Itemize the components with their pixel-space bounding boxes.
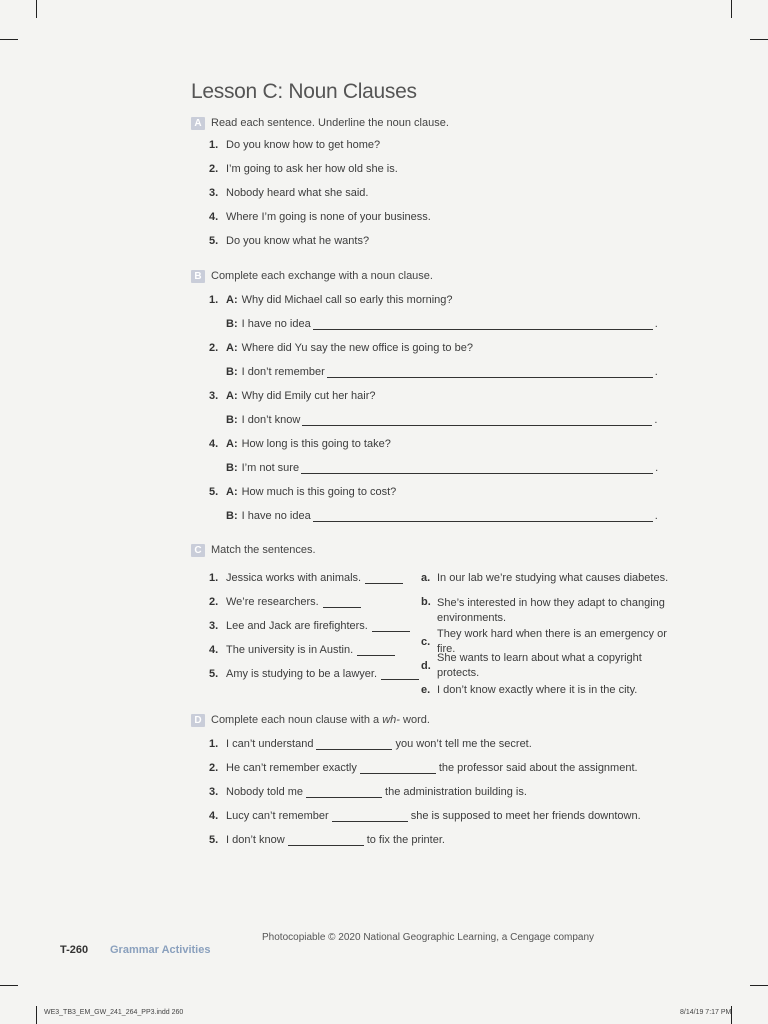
list-item bbox=[191, 804, 641, 828]
item-number: 2. bbox=[209, 596, 219, 608]
list-item bbox=[191, 229, 449, 253]
item-text: Nobody heard what she said. bbox=[226, 187, 369, 199]
question-line bbox=[226, 294, 453, 306]
answer-line bbox=[226, 366, 658, 378]
speaker-b-label: B: bbox=[226, 318, 238, 330]
item-number: 1. bbox=[209, 572, 219, 584]
item-number: 1. bbox=[209, 294, 219, 306]
period: . bbox=[654, 510, 658, 522]
clause-line bbox=[226, 834, 445, 846]
question-text: How much is this going to cost? bbox=[241, 486, 397, 498]
match-line bbox=[226, 644, 397, 656]
wh-word-blank[interactable] bbox=[332, 811, 408, 822]
exchange-answer bbox=[191, 504, 658, 528]
speaker-b-label: B: bbox=[226, 510, 238, 522]
question-text: Where did Yu say the new office is going to be? bbox=[241, 342, 473, 354]
exchange-answer bbox=[191, 408, 658, 432]
section-c bbox=[191, 542, 669, 696]
answer-line bbox=[226, 414, 657, 426]
section-c-right-list bbox=[421, 566, 681, 702]
answer-blank[interactable] bbox=[302, 415, 652, 426]
match-blank[interactable] bbox=[372, 621, 410, 632]
period: . bbox=[654, 366, 658, 378]
section-c-instruction: Match the sentences. bbox=[211, 544, 316, 556]
list-item bbox=[191, 732, 532, 756]
answer-blank[interactable] bbox=[313, 319, 653, 330]
section-d-instruction-pre: Complete each noun clause with a bbox=[211, 714, 383, 726]
section-a bbox=[191, 115, 449, 253]
exchange-answer bbox=[191, 360, 658, 384]
section-d-header bbox=[191, 712, 430, 728]
section-a-header bbox=[191, 115, 449, 131]
footer-credit: Photocopiable © 2020 National Geographic Learning, a Cengage company bbox=[262, 932, 595, 943]
item-number: 2. bbox=[209, 342, 219, 354]
exchange-question bbox=[191, 480, 433, 504]
speaker-a-label: A: bbox=[226, 294, 238, 306]
section-b bbox=[191, 268, 659, 528]
item-number: 4. bbox=[209, 211, 219, 223]
item-number: 2. bbox=[209, 762, 219, 774]
exchange-question bbox=[191, 336, 473, 360]
section-d-badge: D bbox=[191, 714, 205, 727]
match-item bbox=[191, 614, 411, 638]
exchange-question bbox=[191, 432, 433, 456]
match-blank[interactable] bbox=[357, 645, 395, 656]
crop-mark bbox=[750, 985, 768, 986]
item-number: 1. bbox=[209, 139, 219, 151]
section-a-list bbox=[191, 133, 449, 253]
clause-line bbox=[226, 738, 532, 750]
speaker-b-label: B: bbox=[226, 414, 238, 426]
item-text: Where I’m going is none of your business. bbox=[226, 211, 431, 223]
answer-prompt: I have no idea bbox=[241, 318, 311, 330]
match-text: We’re researchers. bbox=[226, 596, 319, 608]
match-line bbox=[226, 668, 421, 680]
match-blank[interactable] bbox=[381, 669, 419, 680]
option-text bbox=[437, 571, 668, 586]
match-text: Amy is studying to be a lawyer. bbox=[226, 668, 378, 680]
clause-post: to fix the printer. bbox=[366, 834, 445, 846]
date-slug: 8/14/19 7:17 PM bbox=[680, 1009, 732, 1016]
section-d-instruction-em: wh- bbox=[382, 714, 400, 726]
list-item bbox=[191, 828, 445, 852]
answer-prompt: I have no idea bbox=[241, 510, 311, 522]
exchange-question bbox=[191, 288, 453, 312]
match-option bbox=[421, 590, 681, 630]
wh-word-blank[interactable] bbox=[288, 835, 364, 846]
crop-mark bbox=[0, 39, 18, 40]
section-c-left-list bbox=[191, 566, 411, 686]
option-line-1: In our lab we’re studying what causes diabetes. bbox=[437, 571, 669, 584]
list-item bbox=[191, 780, 527, 804]
match-line bbox=[226, 596, 363, 608]
answer-prompt: I don’t know bbox=[241, 414, 301, 426]
speaker-a-label: A: bbox=[226, 390, 238, 402]
list-item bbox=[191, 756, 638, 780]
item-number: 3. bbox=[209, 187, 219, 199]
match-option bbox=[421, 678, 681, 702]
question-text: Why did Emily cut her hair? bbox=[241, 390, 376, 402]
section-a-instruction: Read each sentence. Underline the noun clause. bbox=[211, 117, 449, 129]
question-line bbox=[226, 438, 391, 450]
exchange-question bbox=[191, 384, 433, 408]
list-item bbox=[191, 157, 449, 181]
option-line-1: She’s interested in how they adapt to changing bbox=[437, 597, 665, 609]
option-letter: b. bbox=[421, 596, 431, 608]
option-line-1: She wants to learn about what a copyright protects. bbox=[437, 652, 642, 679]
list-item bbox=[191, 205, 449, 229]
section-a-badge: A bbox=[191, 117, 205, 130]
section-c-header bbox=[191, 542, 316, 558]
crop-mark bbox=[0, 985, 18, 986]
option-letter: e. bbox=[421, 684, 431, 696]
question-line bbox=[226, 390, 376, 402]
crop-mark bbox=[36, 1006, 37, 1024]
answer-blank[interactable] bbox=[327, 367, 653, 378]
section-d-instruction bbox=[211, 714, 430, 726]
section-d bbox=[191, 712, 641, 852]
wh-word-blank[interactable] bbox=[360, 763, 436, 774]
answer-prompt: I’m not sure bbox=[241, 462, 300, 474]
clause-post: you won’t tell me the secret. bbox=[395, 738, 532, 750]
item-number: 5. bbox=[209, 486, 219, 498]
clause-pre: Lucy can’t remember bbox=[226, 810, 329, 822]
item-number: 4. bbox=[209, 644, 219, 656]
item-number: 4. bbox=[209, 438, 219, 450]
option-text bbox=[437, 596, 665, 626]
option-letter: c. bbox=[421, 636, 431, 648]
clause-line bbox=[226, 786, 527, 798]
answer-line bbox=[226, 510, 658, 522]
speaker-b-label: B: bbox=[226, 462, 238, 474]
page-label: Grammar Activities bbox=[110, 944, 211, 956]
match-item bbox=[191, 638, 411, 662]
match-blank[interactable] bbox=[365, 573, 403, 584]
answer-blank[interactable] bbox=[313, 511, 653, 522]
answer-line bbox=[226, 462, 658, 474]
clause-post: the professor said about the assignment. bbox=[438, 762, 638, 774]
answer-blank[interactable] bbox=[301, 463, 653, 474]
speaker-b-label: B: bbox=[226, 366, 238, 378]
wh-word-blank[interactable] bbox=[316, 739, 392, 750]
speaker-a-label: A: bbox=[226, 438, 238, 450]
option-letter: a. bbox=[421, 572, 431, 584]
crop-mark bbox=[36, 0, 37, 18]
item-number: 2. bbox=[209, 163, 219, 175]
item-text: Do you know how to get home? bbox=[226, 139, 381, 151]
match-item bbox=[191, 662, 411, 686]
match-item bbox=[191, 566, 411, 590]
question-text: How long is this going to take? bbox=[241, 438, 391, 450]
option-letter: d. bbox=[421, 660, 431, 672]
match-option bbox=[421, 566, 681, 590]
option-line-1: I don’t know exactly where it is in the city. bbox=[437, 683, 638, 696]
item-number: 3. bbox=[209, 786, 219, 798]
question-line bbox=[226, 486, 396, 498]
section-d-instruction-post: word. bbox=[399, 714, 430, 726]
item-number: 5. bbox=[209, 668, 219, 680]
option-line-1: They work hard when there is an emergency or fire. bbox=[437, 628, 667, 655]
crop-mark bbox=[750, 39, 768, 40]
section-b-header bbox=[191, 268, 433, 284]
clause-pre: I can’t understand bbox=[226, 738, 314, 750]
section-b-instruction: Complete each exchange with a noun clause. bbox=[211, 270, 433, 282]
clause-pre: He can’t remember exactly bbox=[226, 762, 357, 774]
match-text: Jessica works with animals. bbox=[226, 572, 362, 584]
clause-pre: I don’t know bbox=[226, 834, 285, 846]
crop-mark bbox=[731, 0, 732, 18]
question-text: Why did Michael call so early this morning? bbox=[241, 294, 453, 306]
item-number: 3. bbox=[209, 390, 219, 402]
match-text: Lee and Jack are firefighters. bbox=[226, 620, 368, 632]
clause-post: the administration building is. bbox=[385, 786, 527, 798]
clause-pre: Nobody told me bbox=[226, 786, 304, 798]
list-item bbox=[191, 181, 449, 205]
speaker-a-label: A: bbox=[226, 342, 238, 354]
speaker-a-label: A: bbox=[226, 486, 238, 498]
period: . bbox=[654, 318, 658, 330]
period: . bbox=[655, 462, 659, 474]
clause-post: she is supposed to meet her friends downtown. bbox=[410, 810, 641, 822]
item-text: I’m going to ask her how old she is. bbox=[226, 163, 398, 175]
item-number: 4. bbox=[209, 810, 219, 822]
item-number: 1. bbox=[209, 738, 219, 750]
item-text: Do you know what he wants? bbox=[226, 235, 370, 247]
wh-word-blank[interactable] bbox=[306, 787, 382, 798]
section-d-list bbox=[191, 732, 641, 852]
section-b-badge: B bbox=[191, 270, 205, 283]
item-number: 5. bbox=[209, 834, 219, 846]
exchange-answer bbox=[191, 456, 659, 480]
option-text bbox=[437, 683, 637, 698]
match-text: The university is in Austin. bbox=[226, 644, 354, 656]
section-c-badge: C bbox=[191, 544, 205, 557]
option-text bbox=[437, 651, 681, 681]
page-number: T-260 bbox=[60, 944, 89, 956]
answer-line bbox=[226, 318, 658, 330]
file-slug: WE3_TB3_EM_GW_241_264_PP3.indd 260 bbox=[44, 1009, 184, 1016]
item-number: 3. bbox=[209, 620, 219, 632]
period: . bbox=[654, 414, 658, 426]
match-option bbox=[421, 654, 681, 678]
option-line-2: environments. bbox=[437, 612, 507, 624]
item-number: 5. bbox=[209, 235, 219, 247]
clause-line bbox=[226, 762, 638, 774]
exchange-answer bbox=[191, 312, 658, 336]
answer-prompt: I don’t remember bbox=[241, 366, 325, 378]
section-b-list bbox=[191, 288, 659, 528]
match-item bbox=[191, 590, 411, 614]
clause-line bbox=[226, 810, 641, 822]
match-line bbox=[226, 572, 405, 584]
match-blank[interactable] bbox=[323, 597, 361, 608]
page-title: Lesson C: Noun Clauses bbox=[191, 80, 417, 103]
list-item bbox=[191, 133, 449, 157]
question-line bbox=[226, 342, 473, 354]
match-line bbox=[226, 620, 412, 632]
